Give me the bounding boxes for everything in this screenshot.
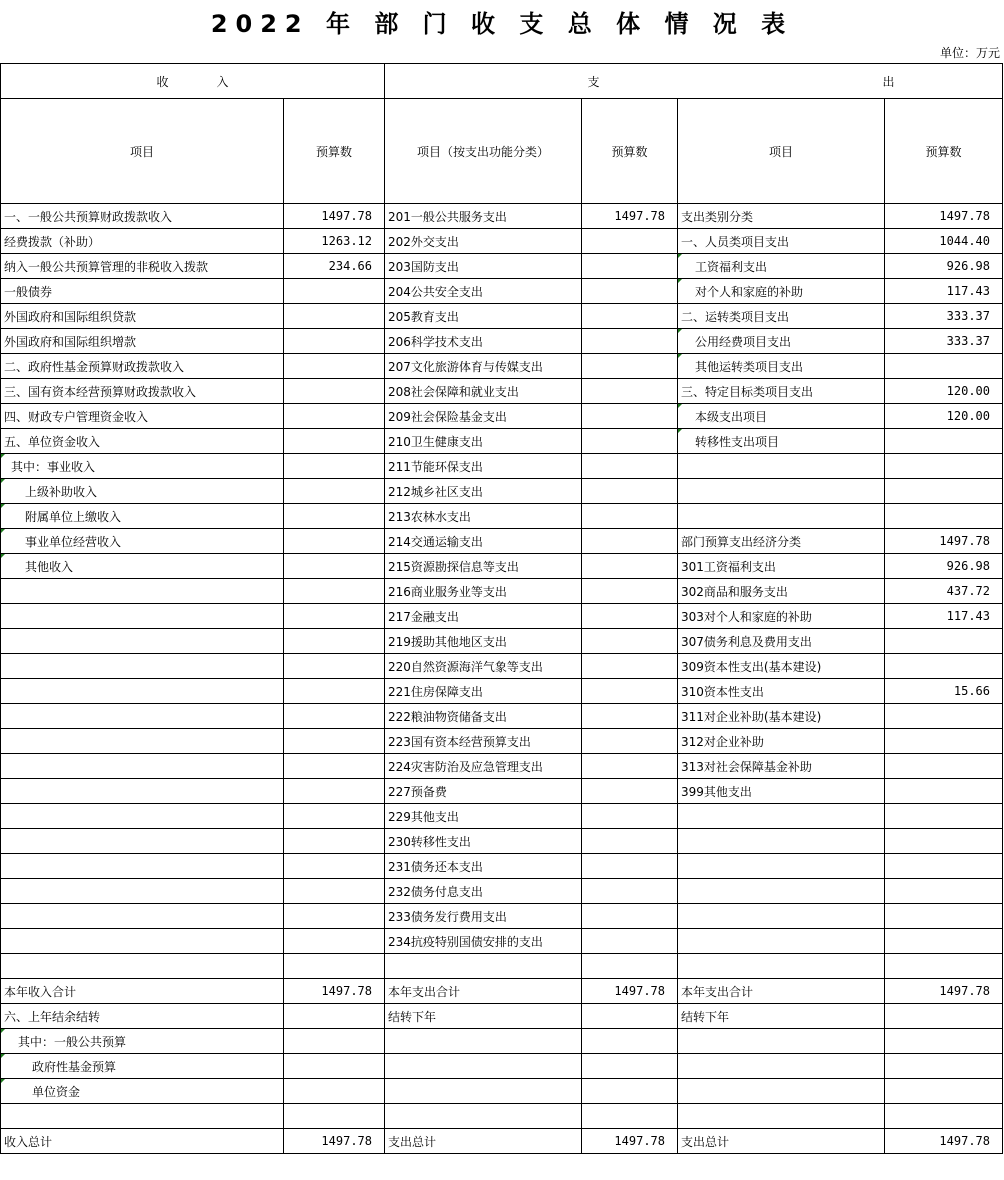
func-budget-cell: 1497.78	[582, 204, 678, 229]
table-row	[1, 654, 1003, 679]
func-item-cell: 211节能环保支出	[385, 454, 582, 479]
income-item-cell: 上级补助收入	[1, 479, 284, 504]
econ-budget-cell	[885, 1104, 1003, 1129]
income-item-cell	[1, 829, 284, 854]
income-item-cell: 其他收入	[1, 554, 284, 579]
econ-item-cell: 工资福利支出	[678, 254, 885, 279]
table-row	[1, 479, 1003, 504]
func-item-cell: 216商业服务业等支出	[385, 579, 582, 604]
econ-budget-cell	[885, 629, 1003, 654]
income-item-cell	[1, 754, 284, 779]
func-item-cell: 229其他支出	[385, 804, 582, 829]
income-budget-cell	[284, 954, 385, 979]
econ-item-cell: 309资本性支出(基本建设)	[678, 654, 885, 679]
econ-item-cell: 399其他支出	[678, 779, 885, 804]
func-item-cell: 213农林水支出	[385, 504, 582, 529]
table-row	[1, 1029, 1003, 1054]
table-row	[1, 1079, 1003, 1104]
func-budget-cell	[582, 554, 678, 579]
func-item-cell: 202外交支出	[385, 229, 582, 254]
income-header: 收 入	[1, 64, 385, 99]
econ-item-cell: 其他运转类项目支出	[678, 354, 885, 379]
econ-budget-cell	[885, 879, 1003, 904]
table-row	[1, 854, 1003, 879]
table-row	[1, 979, 1003, 1004]
income-item-cell	[1, 704, 284, 729]
func-item-cell: 205教育支出	[385, 304, 582, 329]
func-budget-cell	[582, 304, 678, 329]
table-row	[1, 404, 1003, 429]
econ-budget-cell	[885, 829, 1003, 854]
func-budget-cell	[582, 279, 678, 304]
income-item-cell	[1, 954, 284, 979]
func-item-cell: 210卫生健康支出	[385, 429, 582, 454]
econ-budget-cell: 15.66	[885, 679, 1003, 704]
func-item-cell: 234抗疫特别国债安排的支出	[385, 929, 582, 954]
func-item-cell	[385, 954, 582, 979]
econ-budget-cell: 333.37	[885, 304, 1003, 329]
econ-budget-cell: 333.37	[885, 329, 1003, 354]
table-row	[1, 554, 1003, 579]
func-item-cell: 227预备费	[385, 779, 582, 804]
table-row	[1, 679, 1003, 704]
income-item-cell: 五、单位资金收入	[1, 429, 284, 454]
expense-header	[385, 64, 1003, 99]
income-budget-cell	[284, 304, 385, 329]
income-item-cell: 外国政府和国际组织贷款	[1, 304, 284, 329]
func-item-cell: 206科学技术支出	[385, 329, 582, 354]
income-budget-cell	[284, 754, 385, 779]
income-budget-cell: 234.66	[284, 254, 385, 279]
econ-item-cell: 一、人员类项目支出	[678, 229, 885, 254]
func-item-cell: 222粮油物资储备支出	[385, 704, 582, 729]
income-budget-cell	[284, 879, 385, 904]
income-item-cell: 事业单位经营收入	[1, 529, 284, 554]
table-row	[1, 279, 1003, 304]
func-item-cell: 232债务付息支出	[385, 879, 582, 904]
col-income-budget: 预算数	[284, 99, 385, 204]
income-item-cell	[1, 604, 284, 629]
econ-item-cell	[678, 904, 885, 929]
econ-item-cell	[678, 1029, 885, 1054]
func-budget-cell	[582, 329, 678, 354]
income-item-cell	[1, 729, 284, 754]
econ-item-cell	[678, 479, 885, 504]
income-item-cell: 收入总计	[1, 1129, 284, 1154]
income-item-cell	[1, 629, 284, 654]
income-budget-cell: 1497.78	[284, 979, 385, 1004]
econ-budget-cell	[885, 479, 1003, 504]
income-budget-cell	[284, 329, 385, 354]
func-item-cell: 214交通运输支出	[385, 529, 582, 554]
econ-item-cell: 307债务利息及费用支出	[678, 629, 885, 654]
income-budget-cell	[284, 679, 385, 704]
econ-budget-cell: 1497.78	[885, 204, 1003, 229]
func-budget-cell	[582, 904, 678, 929]
econ-budget-cell	[885, 1004, 1003, 1029]
econ-budget-cell	[885, 804, 1003, 829]
income-budget-cell	[284, 429, 385, 454]
income-budget-cell	[284, 829, 385, 854]
func-budget-cell	[582, 254, 678, 279]
table-row	[1, 904, 1003, 929]
income-item-cell: 纳入一般公共预算管理的非税收入拨款	[1, 254, 284, 279]
table-row	[1, 329, 1003, 354]
econ-budget-cell: 437.72	[885, 579, 1003, 604]
func-item-cell: 支出总计	[385, 1129, 582, 1154]
income-item-cell: 一般债券	[1, 279, 284, 304]
econ-budget-cell	[885, 904, 1003, 929]
func-item-cell: 本年支出合计	[385, 979, 582, 1004]
func-item-cell: 结转下年	[385, 1004, 582, 1029]
table-row	[1, 604, 1003, 629]
econ-budget-cell: 1497.78	[885, 529, 1003, 554]
func-budget-cell	[582, 429, 678, 454]
func-budget-cell: 1497.78	[582, 1129, 678, 1154]
income-item-cell: 其中：一般公共预算	[1, 1029, 284, 1054]
func-item-cell: 201一般公共服务支出	[385, 204, 582, 229]
econ-item-cell: 支出总计	[678, 1129, 885, 1154]
econ-budget-cell: 117.43	[885, 604, 1003, 629]
func-item-cell: 212城乡社区支出	[385, 479, 582, 504]
income-budget-cell	[284, 654, 385, 679]
table-row	[1, 1129, 1003, 1154]
table-row	[1, 629, 1003, 654]
income-item-cell: 六、上年结余结转	[1, 1004, 284, 1029]
func-item-cell: 224灾害防治及应急管理支出	[385, 754, 582, 779]
econ-item-cell	[678, 829, 885, 854]
table-row	[1, 704, 1003, 729]
func-item-cell: 204公共安全支出	[385, 279, 582, 304]
table-row	[1, 204, 1003, 229]
income-budget-cell	[284, 629, 385, 654]
func-budget-cell	[582, 479, 678, 504]
income-budget-cell	[284, 804, 385, 829]
econ-budget-cell	[885, 429, 1003, 454]
func-item-cell: 208社会保障和就业支出	[385, 379, 582, 404]
func-budget-cell	[582, 1079, 678, 1104]
econ-item-cell: 支出类别分类	[678, 204, 885, 229]
income-item-cell	[1, 854, 284, 879]
table-row	[1, 879, 1003, 904]
income-item-cell: 附属单位上缴收入	[1, 504, 284, 529]
func-item-cell	[385, 1029, 582, 1054]
func-budget-cell	[582, 354, 678, 379]
econ-budget-cell	[885, 454, 1003, 479]
func-item-cell: 207文化旅游体育与传媒支出	[385, 354, 582, 379]
income-budget-cell	[284, 454, 385, 479]
income-budget-cell	[284, 904, 385, 929]
table-row	[1, 1104, 1003, 1129]
income-item-cell	[1, 1104, 284, 1129]
econ-item-cell: 301工资福利支出	[678, 554, 885, 579]
col-func-item: 项目（按支出功能分类）	[385, 99, 582, 204]
table-row	[1, 579, 1003, 604]
func-budget-cell	[582, 1054, 678, 1079]
econ-item-cell	[678, 1054, 885, 1079]
income-budget-cell	[284, 1029, 385, 1054]
econ-item-cell	[678, 804, 885, 829]
func-item-cell: 233债务发行费用支出	[385, 904, 582, 929]
expense-header-left: 支	[587, 74, 600, 89]
func-budget-cell	[582, 1004, 678, 1029]
income-item-cell: 三、国有资本经营预算财政拨款收入	[1, 379, 284, 404]
table-row	[1, 1004, 1003, 1029]
econ-budget-cell: 1044.40	[885, 229, 1003, 254]
func-item-cell: 221住房保障支出	[385, 679, 582, 704]
func-item-cell: 223国有资本经营预算支出	[385, 729, 582, 754]
func-budget-cell	[582, 804, 678, 829]
income-budget-cell	[284, 779, 385, 804]
econ-budget-cell	[885, 704, 1003, 729]
func-budget-cell	[582, 679, 678, 704]
expense-header-right: 出	[882, 74, 895, 89]
table-row	[1, 804, 1003, 829]
econ-item-cell	[678, 454, 885, 479]
income-budget-cell	[284, 379, 385, 404]
econ-budget-cell	[885, 1079, 1003, 1104]
income-budget-cell	[284, 579, 385, 604]
func-budget-cell	[582, 404, 678, 429]
income-budget-cell	[284, 354, 385, 379]
func-item-cell: 219援助其他地区支出	[385, 629, 582, 654]
table-row	[1, 529, 1003, 554]
func-budget-cell	[582, 629, 678, 654]
econ-item-cell: 二、运转类项目支出	[678, 304, 885, 329]
table-row	[1, 954, 1003, 979]
table-row	[1, 429, 1003, 454]
econ-budget-cell: 1497.78	[885, 979, 1003, 1004]
econ-item-cell: 部门预算支出经济分类	[678, 529, 885, 554]
func-budget-cell	[582, 1029, 678, 1054]
econ-item-cell: 转移性支出项目	[678, 429, 885, 454]
table-row	[1, 754, 1003, 779]
econ-budget-cell	[885, 354, 1003, 379]
income-budget-cell	[284, 479, 385, 504]
income-budget-cell: 1497.78	[284, 1129, 385, 1154]
econ-item-cell: 310资本性支出	[678, 679, 885, 704]
col-econ-item: 项目	[678, 99, 885, 204]
income-budget-cell	[284, 529, 385, 554]
econ-budget-cell: 926.98	[885, 254, 1003, 279]
econ-item-cell	[678, 1104, 885, 1129]
econ-budget-cell	[885, 854, 1003, 879]
income-item-cell: 单位资金	[1, 1079, 284, 1104]
econ-item-cell: 本级支出项目	[678, 404, 885, 429]
econ-item-cell: 311对企业补助(基本建设)	[678, 704, 885, 729]
econ-item-cell: 303对个人和家庭的补助	[678, 604, 885, 629]
table-row	[1, 779, 1003, 804]
table-row	[1, 829, 1003, 854]
income-item-cell: 其中：事业收入	[1, 454, 284, 479]
income-budget-cell	[284, 854, 385, 879]
func-budget-cell	[582, 729, 678, 754]
income-budget-cell: 1263.12	[284, 229, 385, 254]
func-budget-cell	[582, 529, 678, 554]
income-item-cell	[1, 579, 284, 604]
func-budget-cell	[582, 654, 678, 679]
econ-item-cell	[678, 954, 885, 979]
page-title: 2022 年 部 门 收 支 总 体 情 况 表	[210, 10, 794, 38]
func-item-cell	[385, 1054, 582, 1079]
func-item-cell: 209社会保险基金支出	[385, 404, 582, 429]
income-item-cell	[1, 929, 284, 954]
table-row	[1, 229, 1003, 254]
func-budget-cell: 1497.78	[582, 979, 678, 1004]
unit-label: 单位：万元	[939, 46, 1000, 60]
func-budget-cell	[582, 454, 678, 479]
econ-item-cell: 本年支出合计	[678, 979, 885, 1004]
table-row	[1, 1054, 1003, 1079]
econ-item-cell	[678, 854, 885, 879]
table-row	[1, 454, 1003, 479]
econ-budget-cell	[885, 1054, 1003, 1079]
func-budget-cell	[582, 604, 678, 629]
func-budget-cell	[582, 954, 678, 979]
econ-item-cell: 312对企业补助	[678, 729, 885, 754]
table-row	[1, 254, 1003, 279]
func-item-cell: 217金融支出	[385, 604, 582, 629]
income-budget-cell: 1497.78	[284, 204, 385, 229]
func-item-cell: 230转移性支出	[385, 829, 582, 854]
col-func-budget: 预算数	[582, 99, 678, 204]
table-row	[1, 304, 1003, 329]
econ-budget-cell	[885, 779, 1003, 804]
func-budget-cell	[582, 929, 678, 954]
econ-item-cell	[678, 879, 885, 904]
econ-item-cell: 对个人和家庭的补助	[678, 279, 885, 304]
income-item-cell	[1, 679, 284, 704]
table-row	[1, 354, 1003, 379]
income-budget-cell	[284, 604, 385, 629]
income-budget-cell	[284, 1054, 385, 1079]
income-item-cell	[1, 654, 284, 679]
income-budget-cell	[284, 929, 385, 954]
income-budget-cell	[284, 504, 385, 529]
income-budget-cell	[284, 1104, 385, 1129]
econ-budget-cell	[885, 754, 1003, 779]
income-item-cell	[1, 804, 284, 829]
func-item-cell: 220自然资源海洋气象等支出	[385, 654, 582, 679]
func-budget-cell	[582, 1104, 678, 1129]
income-item-cell	[1, 779, 284, 804]
econ-budget-cell	[885, 504, 1003, 529]
func-item-cell: 215资源勘探信息等支出	[385, 554, 582, 579]
econ-item-cell	[678, 929, 885, 954]
income-item-cell: 一、一般公共预算财政拨款收入	[1, 204, 284, 229]
econ-budget-cell	[885, 929, 1003, 954]
econ-item-cell	[678, 504, 885, 529]
econ-item-cell: 302商品和服务支出	[678, 579, 885, 604]
econ-budget-cell	[885, 1029, 1003, 1054]
econ-budget-cell: 117.43	[885, 279, 1003, 304]
econ-budget-cell: 120.00	[885, 379, 1003, 404]
econ-item-cell: 三、特定目标类项目支出	[678, 379, 885, 404]
income-budget-cell	[284, 279, 385, 304]
econ-budget-cell: 1497.78	[885, 1129, 1003, 1154]
table-row	[1, 929, 1003, 954]
econ-budget-cell	[885, 654, 1003, 679]
func-budget-cell	[582, 504, 678, 529]
income-item-cell: 政府性基金预算	[1, 1054, 284, 1079]
income-budget-cell	[284, 1079, 385, 1104]
col-econ-budget: 预算数	[885, 99, 1003, 204]
func-item-cell: 203国防支出	[385, 254, 582, 279]
func-budget-cell	[582, 854, 678, 879]
func-budget-cell	[582, 829, 678, 854]
func-budget-cell	[582, 579, 678, 604]
income-item-cell: 经费拨款（补助）	[1, 229, 284, 254]
income-item-cell: 外国政府和国际组织增款	[1, 329, 284, 354]
func-item-cell: 231债务还本支出	[385, 854, 582, 879]
income-budget-cell	[284, 554, 385, 579]
econ-budget-cell: 120.00	[885, 404, 1003, 429]
col-income-item: 项目	[1, 99, 284, 204]
income-item-cell: 四、财政专户管理资金收入	[1, 404, 284, 429]
func-budget-cell	[582, 704, 678, 729]
income-item-cell: 本年收入合计	[1, 979, 284, 1004]
income-item-cell: 二、政府性基金预算财政拨款收入	[1, 354, 284, 379]
econ-item-cell	[678, 1079, 885, 1104]
income-budget-cell	[284, 1004, 385, 1029]
income-item-cell	[1, 904, 284, 929]
income-budget-cell	[284, 404, 385, 429]
func-budget-cell	[582, 754, 678, 779]
table-row	[1, 379, 1003, 404]
econ-budget-cell: 926.98	[885, 554, 1003, 579]
func-item-cell	[385, 1104, 582, 1129]
table-row	[1, 729, 1003, 754]
econ-item-cell: 结转下年	[678, 1004, 885, 1029]
func-budget-cell	[582, 879, 678, 904]
econ-budget-cell	[885, 729, 1003, 754]
table-row	[1, 504, 1003, 529]
func-item-cell	[385, 1079, 582, 1104]
econ-item-cell: 公用经费项目支出	[678, 329, 885, 354]
func-budget-cell	[582, 779, 678, 804]
econ-budget-cell	[885, 954, 1003, 979]
budget-table	[0, 63, 1003, 1154]
income-budget-cell	[284, 704, 385, 729]
income-item-cell	[1, 879, 284, 904]
income-budget-cell	[284, 729, 385, 754]
func-budget-cell	[582, 379, 678, 404]
func-budget-cell	[582, 229, 678, 254]
econ-item-cell: 313对社会保障基金补助	[678, 754, 885, 779]
